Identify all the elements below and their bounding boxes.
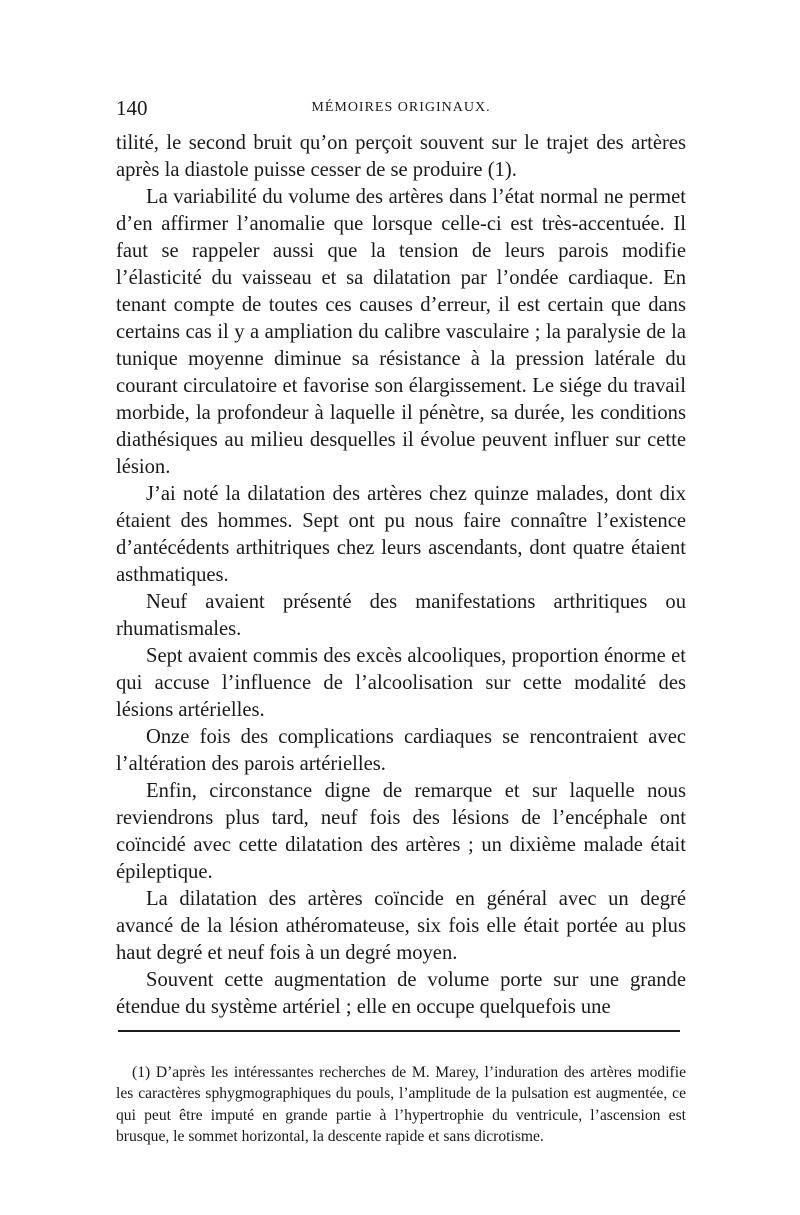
page-header [116,96,686,124]
body-text [116,130,686,1021]
paragraph: Enfin, circonstance digne de remarque et sur laquelle nous reviendrons plus tard, neuf fois des lésions de l’encéphale ont coïncidé avec cette dilatation des artères ; un dixième malade était épileptique. [116,780,686,883]
running-head: MÉMOIRES ORIGINAUX. [311,100,491,115]
paragraph: La variabilité du volume des artères dans l’état normal ne permet d’en affirmer l’anomalie que lorsque celle-ci est très-accentuée. Il faut se rappeler aussi que la tension de leurs parois modifie l’élasticité du vaisseau et sa dilatation par l’ondée cardiaque. En tenant compte de toutes ces causes d’erreur, il est certain que dans certains cas il y a ampliation du calibre vasculaire ; la paralysie de la tunique moyenne diminue sa résistance à la pression latérale du courant circulatoire et favorise son élargissement. Le siége du travail morbide, la profondeur à laquelle il pénètre, sa durée, les conditions diathésiques au milieu desquelles il évolue peuvent influer sur cette lésion. [116,186,686,478]
paragraph: La dilatation des artères coïncide en général avec un degré avancé de la lésion athéromateuse, six fois elle était portée au plus haut degré et neuf fois à un degré moyen. [116,888,686,964]
footnote-rule [118,1030,680,1032]
page-number: 140 [116,96,148,120]
paragraph: Souvent cette augmentation de volume porte sur une grande étendue du système artériel ; elle en occupe quelquefois une [116,969,686,1018]
paragraph: Sept avaient commis des excès alcooliques, proportion énorme et qui accuse l’influence de l’alcoolisation sur cette modalité des lésions artérielles. [116,645,686,721]
paragraph: J’ai noté la dilatation des artères chez quinze malades, dont dix étaient des hommes. Sept ont pu nous faire connaître l’existence d’antécédents arthitriques chez leurs ascendants, dont quatre étaient asthmatiques. [116,483,686,586]
paragraph: Onze fois des complications cardiaques se rencontraient avec l’altération des parois artérielles. [116,726,686,775]
footnote: (1) D’après les intéressantes recherches de M. Marey, l’induration des artères modifie les caractères sphygmographiques du pouls, l’amplitude de la pulsation est augmentée, ce qui peut être imputé en grande partie à l’hypertrophie du ventricule, l’ascension est brusque, le sommet horizontal, la descente rapide et sans dicrotisme. [116,1063,686,1146]
paragraph: Neuf avaient présenté des manifestations arthritiques ou rhumatismales. [116,591,686,640]
paragraph-continued: tilité, le second bruit qu’on perçoit souvent sur le trajet des artères après la diastole puisse cesser de se produire (1). [116,132,686,181]
